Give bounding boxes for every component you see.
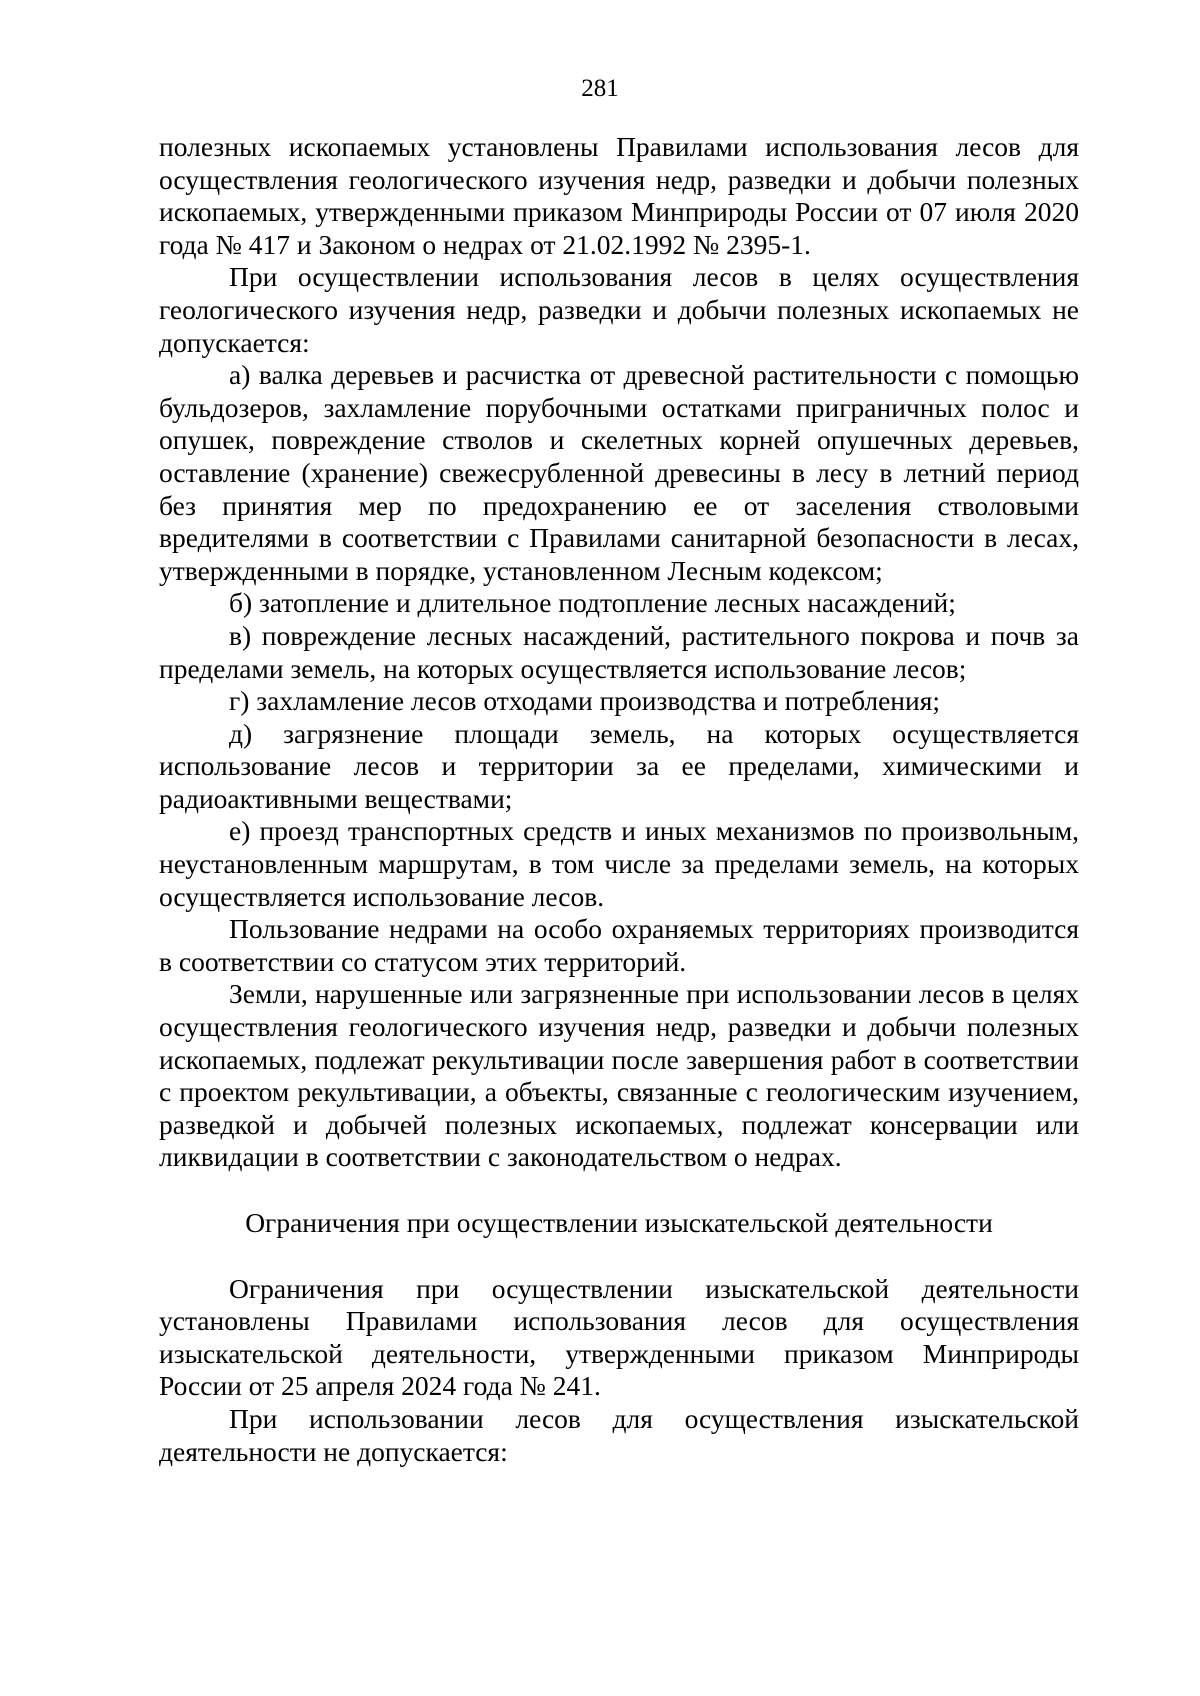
section-heading: Ограничения при осуществлении изыскательской деятельности [245, 1207, 993, 1238]
paragraph-intro-prohibitions: При осуществлении использования лесов в целях осуществления геологического изучения недр, разведки и добычи полезных ископаемых не допускается: [159, 261, 1079, 358]
list-item-d: д) загрязнение площади земель, на которых осуществляется использование лесов и территории за ее пределами, химическими и радиоактивными веществами; [159, 717, 1079, 814]
list-item-e: е) проезд транспортных средств и иных механизмов по произвольным, неустановленным маршрутам, в том числе за пределами земель, на которых осуществляется использование лесов. [159, 815, 1079, 912]
list-item-a: а) валка деревьев и расчистка от древесной растительности с помощью бульдозеров, захламление порубочными остатками приграничных полос и опушек, повреждение стволов и скелетных корней опушечных деревьев, оставление (хранение) свежесрубленной древесины в лесу в летний период без принятия мер по предохранению ее от заселения стволовыми вредителями в соответствии с Правилами санитарной безопасности в лесах, утвержденными в порядке, установленном Лесным кодексом; [159, 359, 1079, 586]
paragraph-survey-prohibitions: При использовании лесов для осуществления изыскательской деятельности не допускается: [159, 1402, 1079, 1467]
paragraph-continuation: полезных ископаемых установлены Правилами использования лесов для осуществления геологического изучения недр, разведки и добычи полезных ископаемых, утвержденными приказом Минприроды России от 07 июля 2020 года № 417 и Законом о недрах от 21.02.1992 № 2395-1. [159, 131, 1079, 260]
list-item-v: в) повреждение лесных насаждений, растительного покрова и почв за пределами земель, на которых осуществляется использование лесов; [159, 619, 1079, 684]
paragraph-survey-rules: Ограничения при осуществлении изыскательской деятельности установлены Правилами использования лесов для осуществления изыскательской деятельности, утвержденными приказом Минприроды России от 25 апреля 2024 года № 241. [159, 1272, 1079, 1402]
paragraph-subsoil-use: Пользование недрами на особо охраняемых территориях производится в соответствии со статусом этих территорий. [159, 913, 1079, 977]
list-item-b: б) затопление и длительное подтопление лесных насаждений; [229, 587, 956, 619]
paragraph-land-recultivation: Земли, нарушенные или загрязненные при использовании лесов в целях осуществления геологического изучения недр, разведки и добычи полезных ископаемых, подлежат рекультивации после завершения работ в соответствии с проектом рекультивации, а объекты, связанные с геологическим изучением, разведкой и добычей полезных ископаемых, подлежат консервации или ликвидации в соответствии с законодательством о недрах. [159, 978, 1079, 1173]
page-number: 281 [581, 75, 619, 102]
list-item-g: г) захламление лесов отходами производства и потребления; [229, 685, 941, 717]
document-body [159, 131, 1079, 1468]
